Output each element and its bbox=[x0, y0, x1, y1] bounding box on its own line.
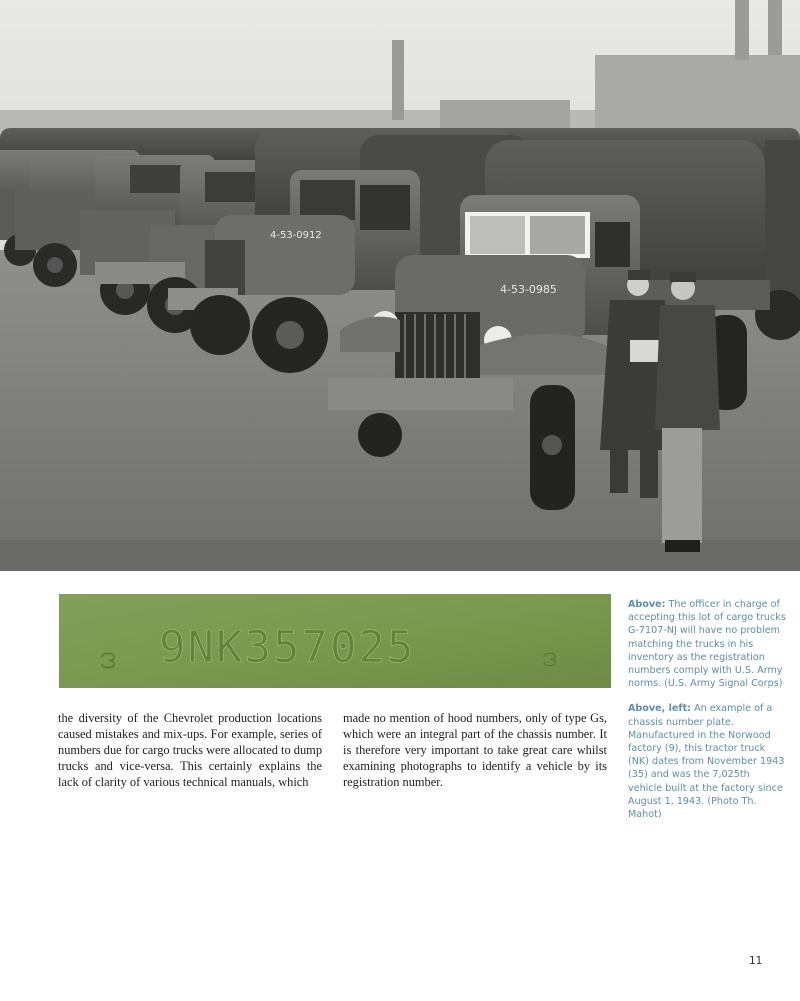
hood-number-2: 4-53-0985 bbox=[500, 283, 557, 296]
captions-column bbox=[628, 598, 786, 833]
caption-above-left bbox=[628, 702, 786, 821]
caption-above-text: The officer in charge of accepting this lot of cargo trucks G-7107-NJ will have no problem matching the trucks in his inventory as the registration numbers comply with U.S. Army norms. (U.S. Army Signal Corps) bbox=[628, 599, 786, 690]
caption-above-left-label: Above, left: bbox=[628, 703, 692, 715]
svg-text:ဒ: ဒ bbox=[542, 639, 558, 674]
caption-above bbox=[628, 598, 786, 690]
chassis-number-plate-photo bbox=[59, 594, 611, 688]
svg-text:ဒ: ဒ bbox=[99, 637, 117, 677]
plate-stamp-text: 9NK357025 bbox=[159, 622, 416, 673]
page-number: 11 bbox=[749, 955, 763, 967]
caption-above-left-text: An example of a chassis number plate. Manufactured in the Norwood factory (9), this tractor truck (NK) dates from November 1943 (35) and was the 7,025th vehicle built at the factory since August 1, 1943. (Photo Th. Mahot) bbox=[628, 703, 785, 821]
body-text-column-2: made no mention of hood numbers, only of type Gs, which were an integral part of the chassis number. It is therefore very important to take great care whilst examining photographs to identify a vehicle by its registration number. bbox=[343, 711, 607, 790]
caption-above-label: Above: bbox=[628, 599, 666, 610]
body-text-column-1: the diversity of the Chevrolet production locations caused mistakes and mix-ups. For example, series of numbers due for cargo trucks were allocated to dump trucks and vice-versa. This certainly explains the lack of clarity of various technical manuals, which bbox=[58, 711, 323, 790]
hood-number-1: 4-53-0912 bbox=[270, 230, 322, 241]
